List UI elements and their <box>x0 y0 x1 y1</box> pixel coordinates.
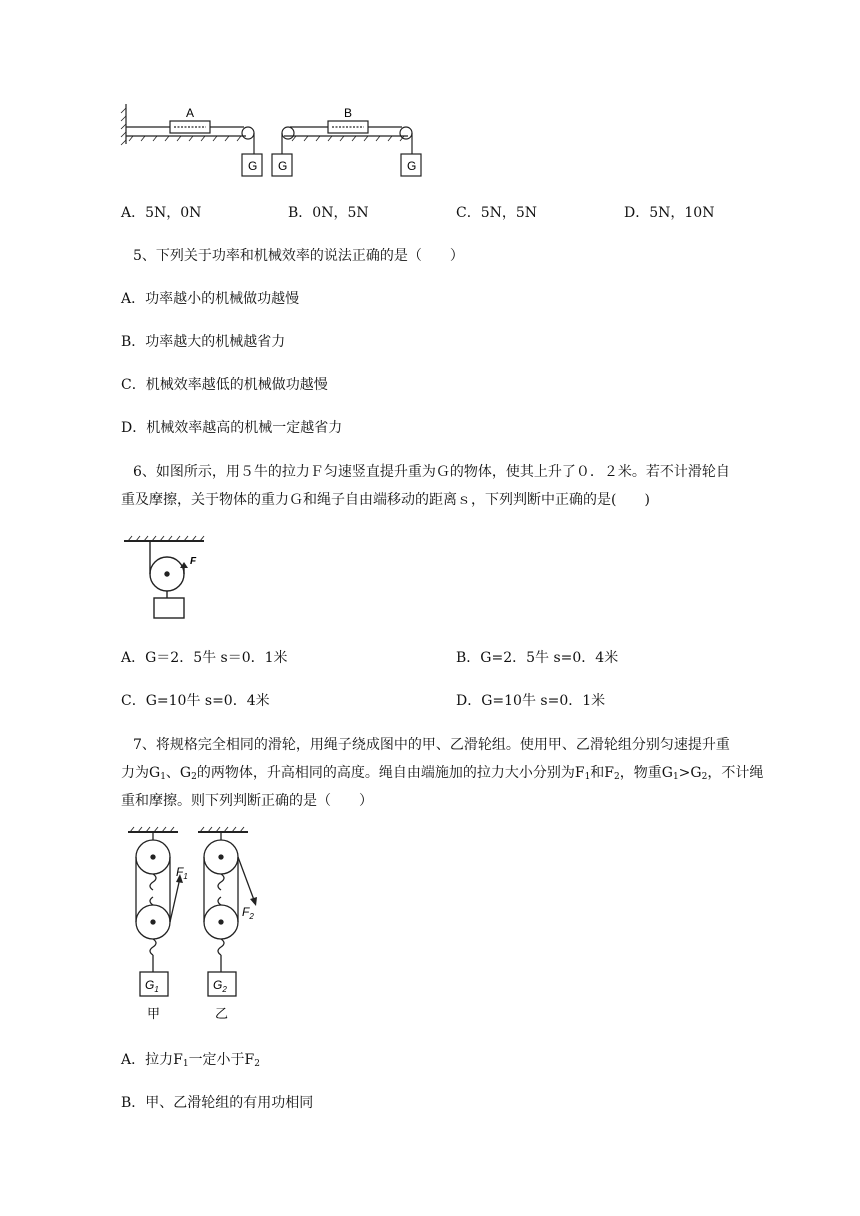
pulley-systems-figure <box>120 826 280 1026</box>
q5-option-a[interactable]: A．功率越小的机械做功越慢 <box>121 291 300 307</box>
weight-g-label-3: G <box>407 159 417 173</box>
weight-g2-label: $G_2$ <box>213 978 227 994</box>
q5-stem: 5、下列关于功率和机械效率的说法正确的是（ ） <box>133 248 464 264</box>
q6-option-d[interactable]: D．G=10牛 s=0．1米 <box>456 693 606 709</box>
weight-g1-label: $G_1$ <box>145 978 159 994</box>
q6-stem-line2: 重及摩擦，关于物体的重力Ｇ和绳子自由端移动的距离ｓ，下列判断中正确的是( ) <box>121 492 650 508</box>
force-f-label: F <box>190 556 197 567</box>
q5-option-b[interactable]: B．功率越大的机械越省力 <box>121 334 286 350</box>
system-yi-label: 乙 <box>215 1006 229 1021</box>
force-f1-label: $F_1$ <box>176 865 188 881</box>
q6-option-c[interactable]: C．G=10牛 s=0．4米 <box>121 693 270 709</box>
q7-option-a[interactable]: A．拉力$F_1$一定小于$F_2$ <box>121 1052 261 1069</box>
q7-stem-line1: 7、将规格完全相同的滑轮，用绳子绕成图中的甲、乙滑轮组。使用甲、乙滑轮组分别匀速提升重 <box>133 737 730 753</box>
q5-option-d[interactable]: D．机械效率越高的机械一定越省力 <box>121 420 343 436</box>
scale-b-label: B <box>344 106 353 120</box>
q4-option-a[interactable]: A．5N，0N <box>121 205 202 221</box>
weight-g-label-1: G <box>248 159 258 173</box>
q6-option-b[interactable]: B．G=2．5牛 s=0．4米 <box>456 650 619 666</box>
spring-scale-figure <box>118 100 430 182</box>
weight-g-label-2: G <box>278 159 288 173</box>
q4-option-b[interactable]: B．0N，5N <box>288 205 369 221</box>
q7-option-b[interactable]: B．甲、乙滑轮组的有用功相同 <box>121 1095 314 1111</box>
q7-stem-line2: 力为$G_1$、$G_2$的两物体，升高相同的高度。绳自由端施加的拉力大小分别为$F_1$和$F_2$，物重$G_1>G_2$，不计绳 <box>121 765 764 782</box>
q6-stem-line1: 6、如图所示，用５牛的拉力Ｆ匀速竖直提升重为Ｇ的物体，使其上升了０．２米。若不计滑轮自 <box>133 464 730 480</box>
q7-stem-line3: 重和摩擦。则下列判断正确的是（ ） <box>121 793 373 809</box>
q6-option-a[interactable]: A．G＝2．5牛 s＝0．1米 <box>121 650 288 666</box>
q5-option-c[interactable]: C．机械效率越低的机械做功越慢 <box>121 377 328 393</box>
scale-a-label: A <box>186 106 195 120</box>
q4-option-d[interactable]: D．5N，10N <box>624 205 715 221</box>
single-pulley-figure <box>124 534 206 624</box>
q4-option-c[interactable]: C．5N，5N <box>456 205 538 221</box>
force-f2-label: $F_2$ <box>242 905 254 921</box>
system-jia-label: 甲 <box>147 1006 161 1021</box>
